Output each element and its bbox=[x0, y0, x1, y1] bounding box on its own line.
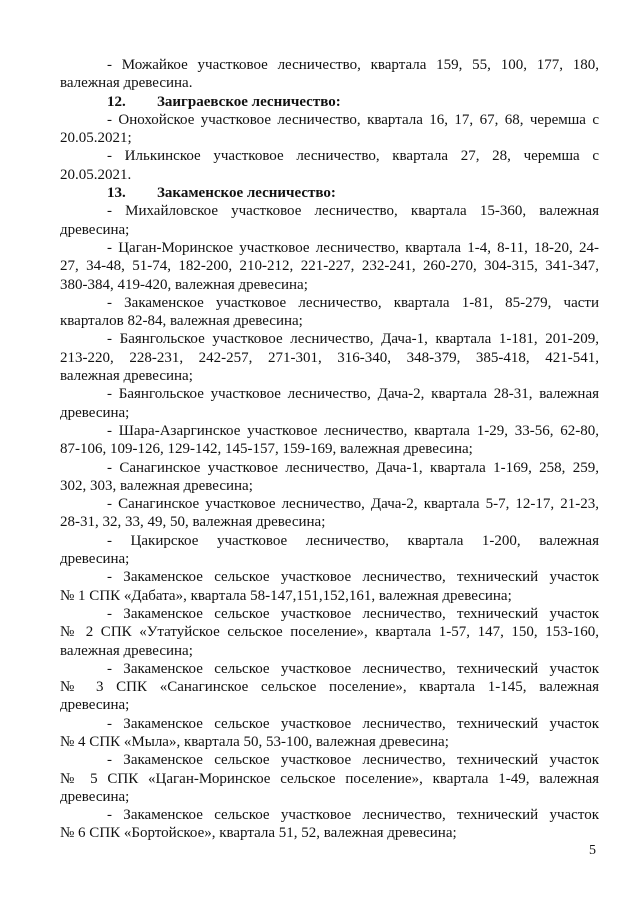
paragraph bbox=[60, 751, 599, 806]
paragraph-line: № 4 СПК «Мыла», квартала 50, 53-100, валежная древесина; bbox=[60, 733, 449, 750]
paragraph-line: 20.05.2021. bbox=[60, 166, 132, 183]
paragraph-line: № 1 СПК «Дабата», квартала 58-147,151,152,161, валежная древесина; bbox=[60, 587, 512, 604]
paragraph-line: - Баянгольское участковое лесничество, Дача-2, квартала 28-31, валежная bbox=[107, 386, 599, 403]
paragraph-line: 213-220, 228-231, 242-257, 271-301, 316-340, 348-379, 385-418, 421-541, bbox=[60, 349, 599, 366]
paragraph bbox=[60, 56, 599, 93]
paragraph-line: древесина; bbox=[60, 221, 130, 238]
paragraph bbox=[60, 111, 599, 148]
paragraph-line: - Цакирское участковое лесничество, квартала 1-200, валежная bbox=[107, 532, 599, 549]
paragraph-line: - Закаменское участковое лесничество, квартала 1-81, 85-279, части bbox=[107, 294, 599, 311]
paragraph bbox=[60, 715, 599, 752]
page-number: 5 bbox=[589, 843, 596, 858]
paragraph-line: валежная древесина; bbox=[60, 368, 193, 385]
paragraph-line: 28-31, 32, 33, 49, 50, валежная древесина; bbox=[60, 514, 326, 531]
paragraph-line: - Закаменское сельское участковое лесничество, технический участок bbox=[107, 660, 599, 677]
paragraph bbox=[60, 330, 599, 385]
paragraph bbox=[60, 422, 599, 459]
paragraph bbox=[60, 532, 599, 569]
paragraph-line: № 3 СПК «Санагинское сельское поселение», квартала 1-145, валежная bbox=[60, 679, 599, 696]
paragraph-line: древесина; bbox=[60, 404, 130, 421]
paragraph-line: - Цаган-Моринское участковое лесничество, квартала 1-4, 8-11, 18-20, 24- bbox=[107, 239, 599, 256]
paragraph-line: валежная древесина. bbox=[60, 75, 193, 92]
paragraph-line: 20.05.2021; bbox=[60, 130, 132, 147]
paragraph-line: 27, 34-48, 51-74, 182-200, 210-212, 221-227, 232-241, 260-270, 304-315, 341-347, bbox=[60, 258, 599, 275]
paragraph-line: - Закаменское сельское участковое лесничество, технический участок bbox=[107, 715, 599, 732]
paragraph bbox=[60, 660, 599, 715]
paragraph bbox=[60, 459, 599, 496]
paragraph-line: - Закаменское сельское участковое лесничество, технический участок bbox=[107, 605, 599, 622]
paragraph-line: - Онохойское участковое лесничество, квартала 16, 17, 67, 68, черемша с bbox=[107, 111, 599, 128]
paragraph-line: - Баянгольское участковое лесничество, Дача-1, квартала 1-181, 201-209, bbox=[107, 331, 599, 348]
section-number: 13. bbox=[107, 185, 126, 202]
paragraph-line: - Закаменское сельское участковое лесничество, технический участок bbox=[107, 752, 599, 769]
paragraph bbox=[60, 605, 599, 660]
section-title: Закаменское лесничество: bbox=[157, 185, 336, 202]
paragraph-line: - Илькинское участковое лесничество, квартала 27, 28, черемша с bbox=[107, 148, 599, 165]
paragraph bbox=[60, 202, 599, 239]
paragraph bbox=[60, 568, 599, 605]
section-title: Заиграевское лесничество: bbox=[157, 93, 341, 110]
paragraph bbox=[60, 495, 599, 532]
paragraph bbox=[60, 239, 599, 294]
paragraph bbox=[60, 806, 599, 843]
paragraph-line: № 5 СПК «Цаган-Моринское сельское поселение», квартала 1-49, валежная bbox=[60, 770, 599, 787]
paragraph-line: № 2 СПК «Утатуйское сельское поселение», квартала 1-57, 147, 150, 153-160, bbox=[60, 624, 599, 641]
paragraph-line: валежная древесина; bbox=[60, 642, 193, 659]
document-body bbox=[60, 56, 599, 843]
paragraph bbox=[60, 294, 599, 331]
paragraph-line: - Закаменское сельское участковое лесничество, технический участок bbox=[107, 807, 599, 824]
paragraph-line: древесина; bbox=[60, 788, 130, 805]
section-number: 12. bbox=[107, 93, 126, 110]
paragraph-line: 302, 303, валежная древесина; bbox=[60, 477, 253, 494]
paragraph-line: - Шара-Азаргинское участковое лесничество, квартала 1-29, 33-56, 62-80, bbox=[107, 422, 599, 439]
paragraph-line: № 6 СПК «Бортойское», квартала 51, 52, валежная древесина; bbox=[60, 825, 457, 842]
paragraph-line: - Закаменское сельское участковое лесничество, технический участок bbox=[107, 569, 599, 586]
paragraph-line: древесина; bbox=[60, 697, 130, 714]
paragraph-line: 87-106, 109-126, 129-142, 145-157, 159-169, валежная древесина; bbox=[60, 441, 473, 458]
paragraph-line: 380-384, 419-420, валежная древесина; bbox=[60, 276, 308, 293]
paragraph-line: - Санагинское участковое лесничество, Дача-1, квартала 1-169, 258, 259, bbox=[107, 459, 599, 476]
section-heading bbox=[107, 184, 599, 202]
paragraph-line: кварталов 82-84, валежная древесина; bbox=[60, 313, 303, 330]
paragraph bbox=[60, 385, 599, 422]
paragraph-line: - Можайкое участковое лесничество, квартала 159, 55, 100, 177, 180, bbox=[107, 57, 599, 73]
section-heading bbox=[107, 93, 599, 111]
paragraph-line: - Санагинское участковое лесничество, Дача-2, квартала 5-7, 12-17, 21-23, bbox=[107, 496, 599, 513]
paragraph-line: древесина; bbox=[60, 551, 130, 568]
paragraph-line: - Михайловское участковое лесничество, квартала 15-360, валежная bbox=[107, 203, 599, 220]
paragraph bbox=[60, 147, 599, 184]
